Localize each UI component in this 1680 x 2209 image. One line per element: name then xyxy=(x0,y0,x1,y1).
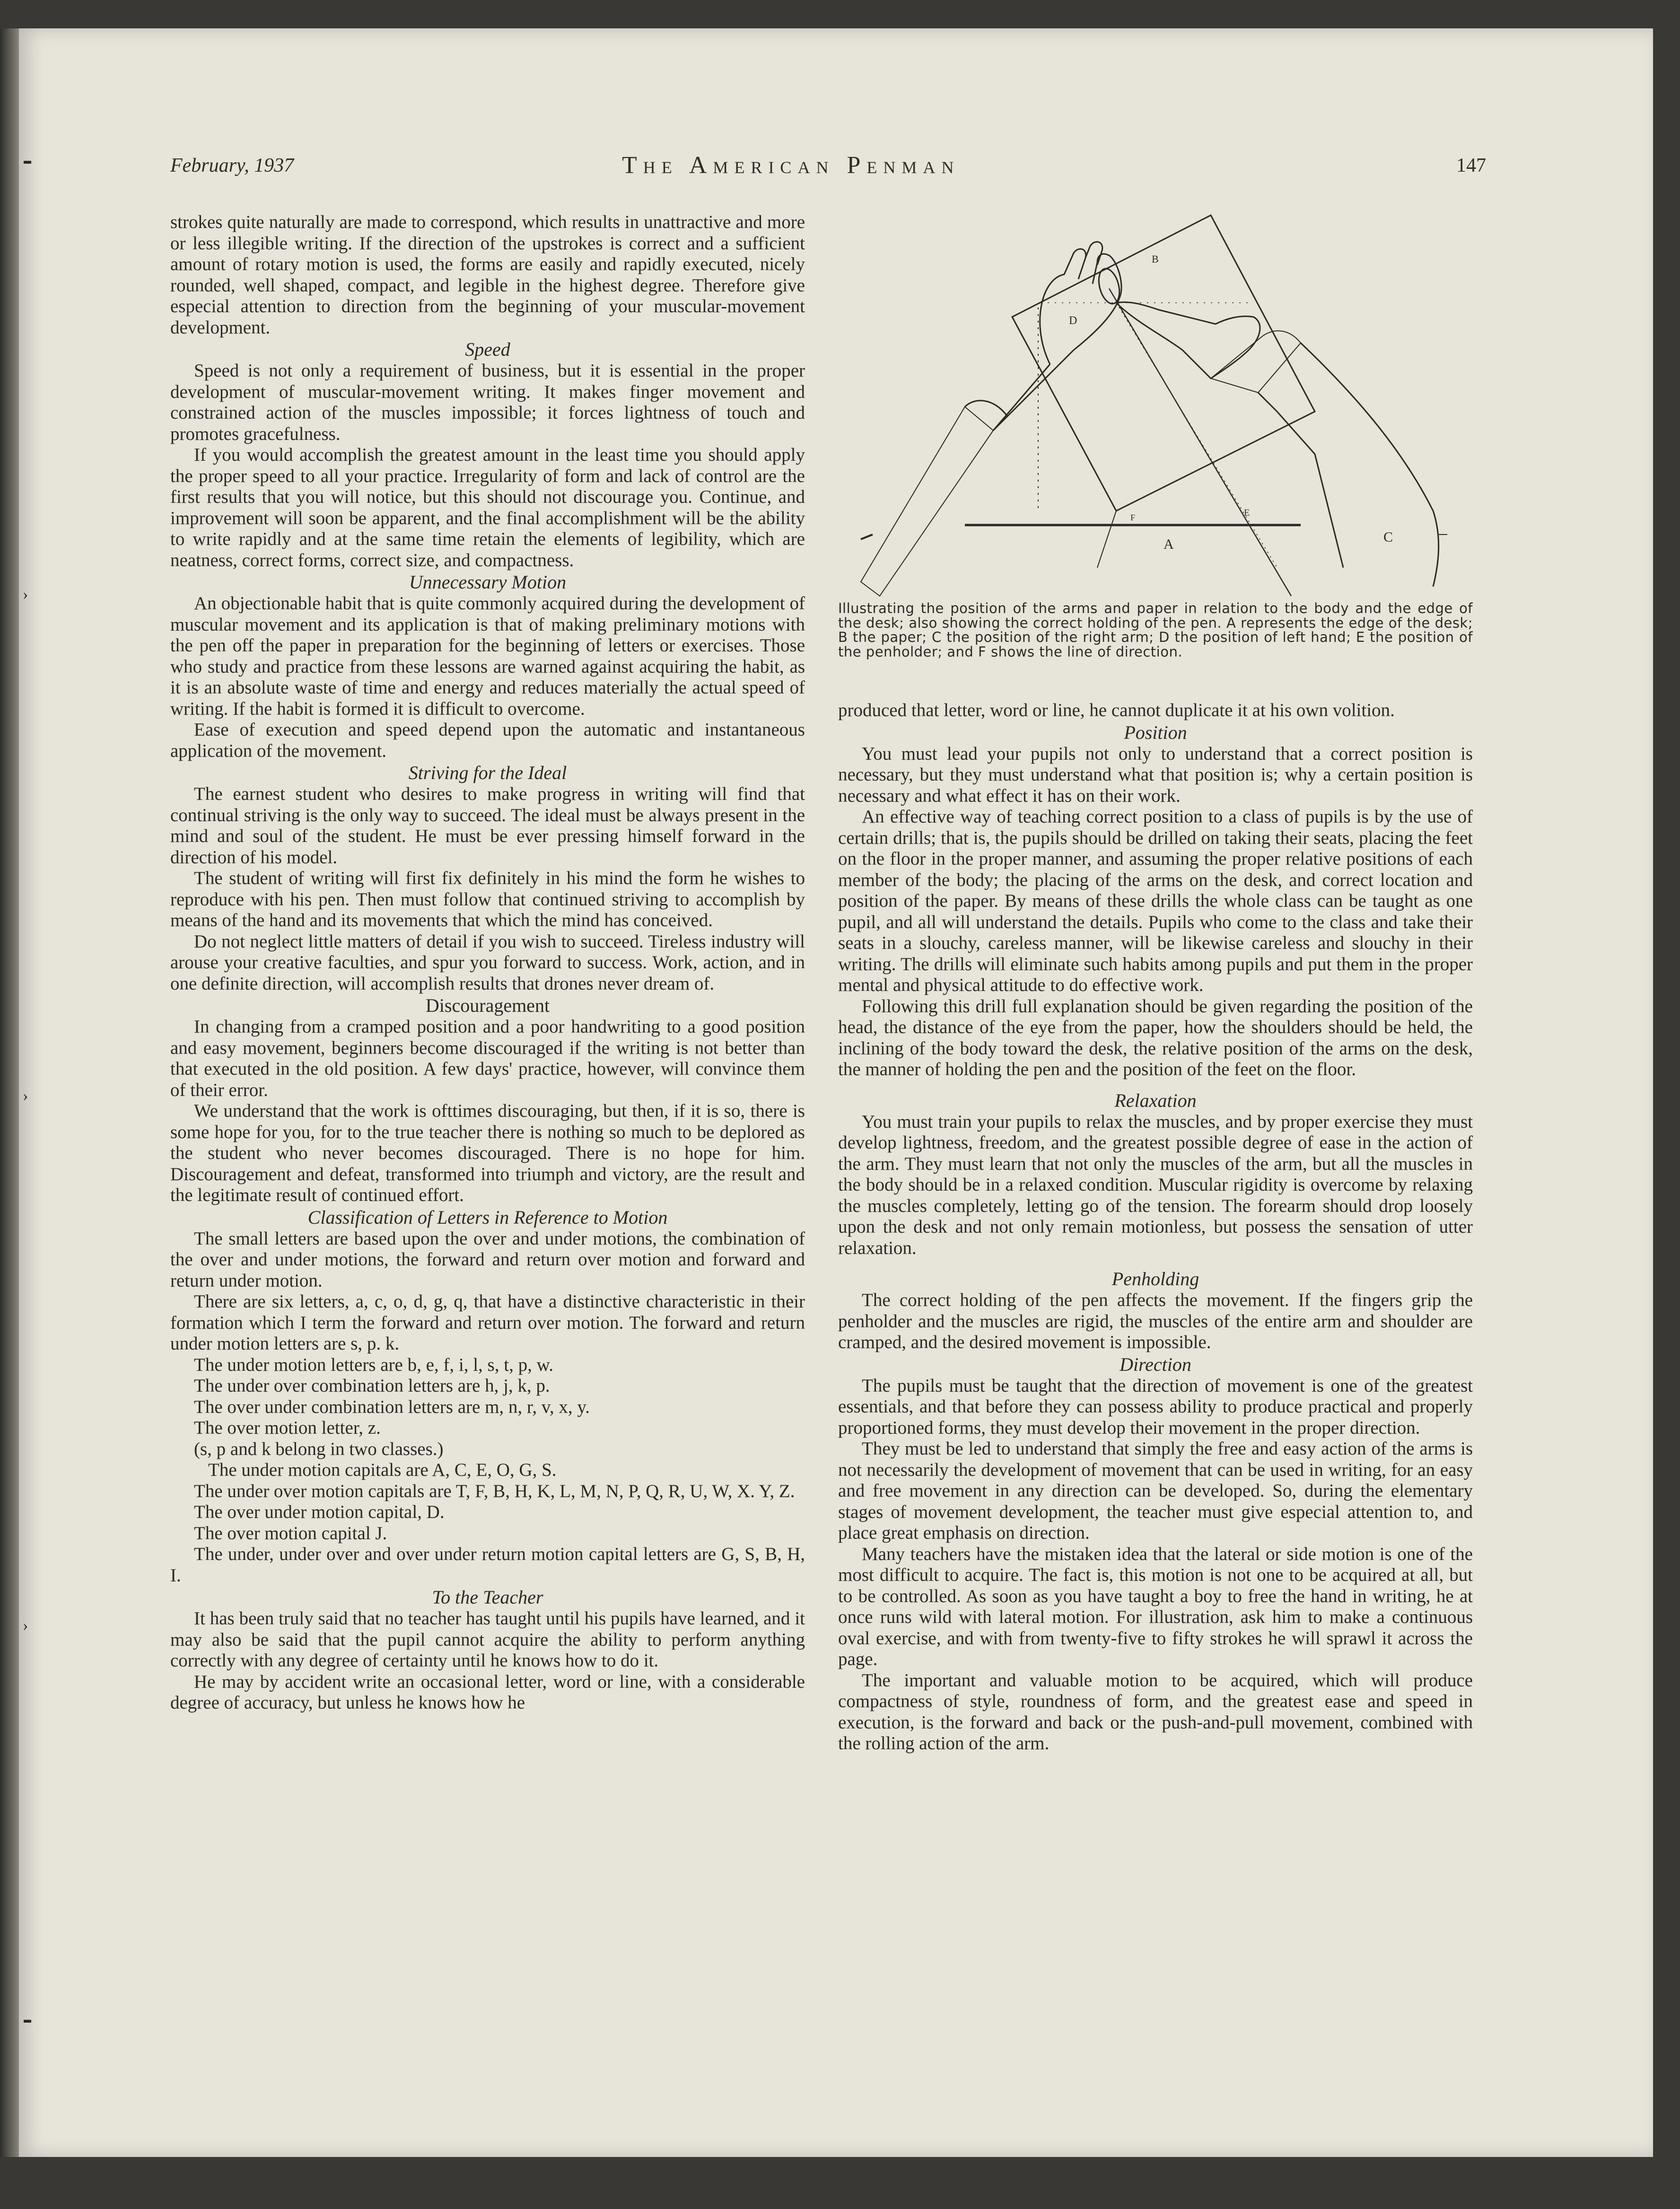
figure-label-d: D xyxy=(1069,315,1077,327)
binding-gutter xyxy=(0,28,19,2157)
paragraph: You must lead your pupils not only to understand that a correct position is necessary, but they must understand what that position is; why a certain position is necessary and what effect it has on their work. xyxy=(838,743,1473,806)
figure-label-a: A xyxy=(1164,536,1174,552)
paragraph: It has been truly said that no teacher has taught until his pupils have learned, and it may also be said that the pupil cannot acquire the ability to perform anything correctly with any degree of certainty until he knows how to do it. xyxy=(170,1608,805,1671)
left-sleeve-top xyxy=(965,401,1007,430)
figure-label-e: E xyxy=(1244,508,1250,518)
figure-label-c: C xyxy=(1383,529,1393,545)
section-heading-unnecessary-motion: Unnecessary Motion xyxy=(409,571,567,593)
body-line xyxy=(1097,511,1116,568)
section-heading-penholding: Penholding xyxy=(1111,1268,1199,1289)
paragraph: The student of writing will first fix definitely in his mind the form he wishes to reproduce with his pen. Then must follow that continued striving to accomplish by means of the hand and its movements that which the mind has conceived. xyxy=(170,868,805,930)
left-sleeve xyxy=(861,407,993,596)
writing-position-illustration xyxy=(851,208,1466,601)
list-line: The under motion letters are b, e, f, i, l, s, t, p, w. xyxy=(194,1354,553,1375)
section-heading-position: Position xyxy=(1124,721,1187,743)
right-hand xyxy=(1116,302,1260,378)
list-line: The under motion capitals are A, C, E, O, G, S. xyxy=(208,1460,557,1480)
list-line: The over under motion capital, D. xyxy=(194,1502,445,1522)
paragraph: The pupils must be taught that the direction of movement is one of the greatest essentials, and that before they can possess ability to produce practical and properly proportioned forms, they must develop their movement in the proper direction. xyxy=(838,1375,1473,1438)
edge-mark xyxy=(24,2020,31,2023)
edge-arrow-icon: › xyxy=(23,1617,28,1634)
edge-arrow-icon: › xyxy=(23,1087,28,1104)
list-line: The under, under over and over under return motion capital letters are G, S, B, H, I. xyxy=(170,1544,805,1586)
paragraph: If you would accomplish the greatest amount in the least time you should apply the proper speed to all your practice. Irregularity of form and lack of control are the first results that you will notice, but this should not discourage you. Continue, and improvement will soon be apparent, and the final accomplishment will be the ability to write rapidly and at the same time retain the elements of legibility, which are neatness, correct forms, correct size, and compactness. xyxy=(170,445,805,570)
paragraph: Do not neglect little matters of detail if you wish to succeed. Tireless industry will arouse your creative faculties, and spur you forward to success. Work, action, and in one definite direction, will accomplish results that drones never dream of. xyxy=(170,931,805,994)
list-line: The under over motion capitals are T, F, B, H, K, L, M, N, P, Q, R, U, W, X. Y, Z. xyxy=(194,1481,795,1501)
paper-outline xyxy=(1012,215,1315,511)
section-heading-direction: Direction xyxy=(1120,1353,1191,1375)
section-heading-discouragement: Discouragement xyxy=(425,995,550,1016)
figure-label-f: F xyxy=(1130,513,1136,522)
figure-label-b: B xyxy=(1152,253,1159,265)
paragraph: strokes quite naturally are made to correspond, which results in unattractive and more or less illegible writing. If the direction of the upstrokes is correct and a sufficient amount of rotary motion is used, the forms are easily and rapidly executed, nicely rounded, well shaped, compact, and legible in the highest degree. Therefore give especial attention to direction from the beginning of your muscular-movement development. xyxy=(170,212,805,338)
list-line: (s, p and k belong in two classes.) xyxy=(194,1438,444,1459)
paragraph: The small letters are based upon the over and under motions, the combination of the over and under motions, the forward and return over motion and forward and return under motion. xyxy=(170,1228,805,1291)
paragraph: Ease of execution and speed depend upon the automatic and instantaneous application of the movement. xyxy=(170,719,805,761)
list-line: The under over combination letters are h, j, k, p. xyxy=(194,1376,550,1396)
paragraph: There are six letters, a, c, o, d, g, q, that have a distinctive characteristic in their formation which I term the forward and return over motion. The forward and return under motion letters are s, p. k. xyxy=(170,1291,805,1354)
right-arm-outline xyxy=(1258,343,1439,587)
section-heading-relaxation: Relaxation xyxy=(1114,1089,1197,1111)
list-line: The over under combination letters are m, n, r, v, x, y. xyxy=(194,1396,590,1417)
edge-arrow-icon: › xyxy=(23,586,28,603)
paragraph: produced that letter, word or line, he cannot duplicate it at his own volition. xyxy=(838,700,1395,720)
paragraph: An effective way of teaching correct position to a class of pupils is by the use of certain drills; that is, the pupils should be drilled on taking their seats, placing the feet on the floor in the proper manner, and assuming the proper relative positions of each member of the body; the placing of the arms on the desk, and correct location and position of the paper. By means of these drills the whole class can be taught as one pupil, and all will understand the details. Pupils who come to the class and take their seats in a slouchy, careless manner, will be likewise careless and slouchy in their writing. The drills will eliminate such habits among pupils and put them in the proper mental and physical attitude to do effective work. xyxy=(838,806,1473,995)
paragraph: You must train your pupils to relax the muscles, and by proper exercise they must develop lightness, freedom, and the greatest possible degree of ease in the action of the arm. They must learn that not only the muscles of the arm, but all the muscles in the body should be in a relaxed condition. Muscular rigidity is overcome by relaxing the muscles completely, letting go of the tension. The forearm should drop loosely upon the desk and not only remain motionless, but possess the sensation of utter relaxation. xyxy=(838,1111,1473,1258)
list-line: The over motion capital J. xyxy=(194,1523,387,1543)
paragraph: We understand that the work is ofttimes discouraging, but then, if it is so, there is some hope for you, for to the true teacher there is nothing so much to be deplored as the student who never becomes discouraged. There is no hope for him. Discouragement and defeat, transformed into triumph and victory, are the result and the legitimate result of continued effort. xyxy=(170,1101,805,1205)
section-heading-teacher: To the Teacher xyxy=(432,1587,543,1608)
issue-date: February, 1937 xyxy=(170,155,294,176)
section-heading-speed: Speed xyxy=(465,339,510,360)
figure-caption: Illustrating the position of the arms and paper in relation to the body and the edge of the desk; also showing the correct holding of the pen. A represents the edge of the desk; B the paper; C the position of the right arm; D the position of left hand; E the position of the penholder; and F shows the line of direction. xyxy=(838,600,1473,660)
paragraph: He may by accident write an occasional letter, word or line, with a considerable degree of accuracy, but unless he knows how he xyxy=(170,1671,805,1713)
left-column xyxy=(170,212,805,1714)
right-column xyxy=(838,700,1473,1754)
magazine-title: The American Penman xyxy=(622,152,960,179)
paragraph: Following this drill full explanation should be given regarding the position of the head, the distance of the eye from the paper, how the shoulders should be held, the inclining of the body toward the desk, the relative position of the arms on the desk, the manner of holding the pen and the position of the feet on the floor. xyxy=(838,996,1473,1079)
paragraph: In changing from a cramped position and a poor handwriting to a good position and easy movement, beginners become discouraged if the writing is not better than that executed in the old position. A few days' practice, however, will convince them of their error. xyxy=(170,1017,805,1100)
running-header xyxy=(170,151,1486,184)
paragraph: They must be led to understand that simply the free and easy action of the arms is not necessarily the development of movement that can be used in writing, for an easy and free movement in any direction can be developed. So, during the elementary stages of movement development, the teacher must give especial attention to, and place great emphasis on direction. xyxy=(838,1438,1473,1543)
section-heading-striving: Striving for the Ideal xyxy=(408,762,567,783)
paragraph: The earnest student who desires to make progress in writing will find that continual striving is the only way to succeed. The ideal must be always present in the mind and soul of the student. He must be ever pressing himself forward in the direction of his model. xyxy=(170,784,805,868)
edge-mark xyxy=(24,161,31,164)
section-heading-classification: Classification of Letters in Reference to Motion xyxy=(307,1206,668,1228)
paragraph: Speed is not only a requirement of business, but it is essential in the proper development of muscular-movement writing. It makes finger movement and constrained action of the muscles impossible; it forces lightness of touch and promotes gracefulness. xyxy=(170,360,805,444)
paragraph: The important and valuable motion to be acquired, which will produce compactness of style, roundness of form, and the greatest ease and speed in execution, is the forward and back or the push-and-pull movement, combined with the rolling action of the arm. xyxy=(838,1670,1473,1753)
paragraph: Many teachers have the mistaken idea that the lateral or side motion is one of the most difficult to acquire. The fact is, this motion is not one to be acquired at all, but to be controlled. As soon as you have taught a boy to free the hand in writing, he at once runs wild with lateral motion. For illustration, ask him to make a continuous oval exercise, and with from twenty-five to fifty strokes he will sprawl it across the page. xyxy=(838,1543,1473,1669)
paragraph: The correct holding of the pen affects the movement. If the fingers grip the penholder and the muscles are rigid, the muscles of the entire arm and shoulder are cramped, and the desired movement is impossible. xyxy=(838,1290,1473,1352)
left-edge-tick xyxy=(861,535,873,539)
list-line: The over motion letter, z. xyxy=(194,1418,381,1438)
paragraph: An objectionable habit that is quite commonly acquired during the development of muscular movement and its application is that of making preliminary motions with the pen off the paper in preparation for the beginning of letters or exercises. Those who study and practice from these lessons are warned against acquiring the habit, as it is an absolute waste of time and energy and reduces materially the actual speed of writing. If the habit is formed it is difficult to overcome. xyxy=(170,593,805,719)
page-number: 147 xyxy=(1456,155,1486,176)
